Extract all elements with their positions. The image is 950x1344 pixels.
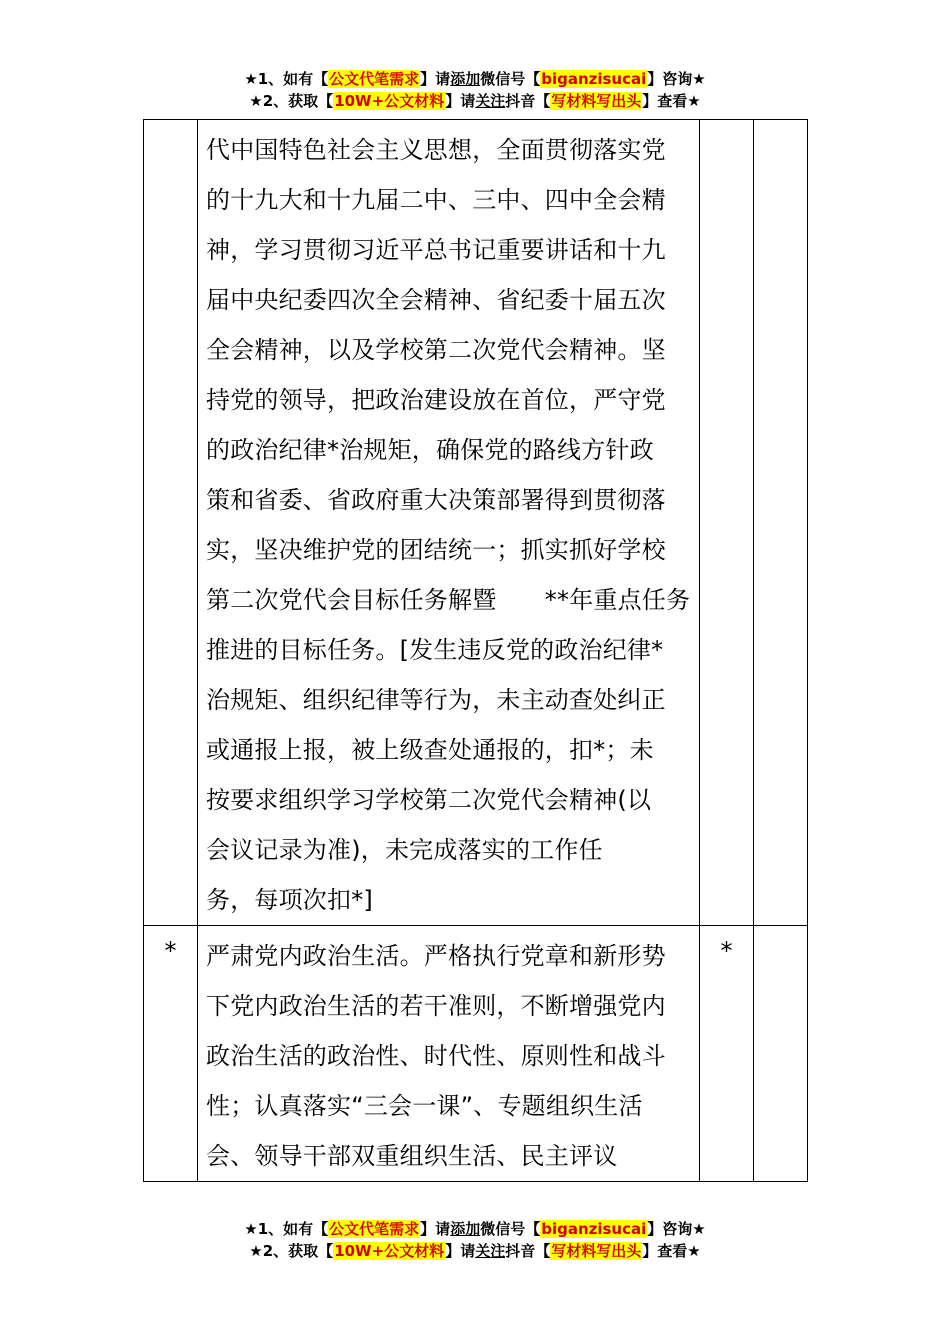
banner-highlight: 公文代笔需求 [329, 70, 420, 88]
text-line: 策和省委、省政府重大决策部署得到贯彻落 [206, 486, 666, 514]
banner-highlight: biganzisucai [541, 70, 647, 88]
text-line: 或通报上报，被上级查处通报的，扣*；未 [206, 736, 654, 764]
banner-highlight: 10W+公文材料 [334, 92, 445, 110]
document-table [143, 119, 808, 1182]
cell-index [144, 120, 198, 926]
table-row [144, 120, 808, 926]
text-line: 会、领导干部双重组织生活、民主评议 [206, 1142, 618, 1170]
banner-line-1: ★1、如有【公文代笔需求】请添加微信号【biganzisucai】咨询★ [244, 1220, 706, 1238]
cell-score [700, 120, 754, 926]
text-line: 实，坚决维护党的团结统一；抓实抓好学校 [206, 536, 666, 564]
text-line: 全会精神，以及学校第二次党代会精神。坚 [206, 336, 666, 364]
text-line: 严肃党内政治生活。严格执行党章和新形势 [206, 942, 666, 970]
text-line: 治规矩、组织纪律等行为，未主动查处纠正 [206, 686, 666, 714]
text-line: 持党的领导，把政治建设放在首位，严守党 [206, 386, 666, 414]
paragraph [198, 120, 699, 925]
text-line: 推进的目标任务。[发生违反党的政治纪律* [206, 636, 664, 664]
header-banner [0, 68, 950, 112]
cell-content [198, 120, 700, 926]
text-line: 神，学习贯彻习近平总书记重要讲话和十九 [206, 236, 666, 264]
cell-remark [754, 926, 808, 1182]
text-line: 政治生活的政治性、时代性、原则性和战斗 [206, 1042, 666, 1070]
text-line: 届中央纪委四次全会精神、省纪委十届五次 [206, 286, 666, 314]
text-line: 的政治纪律*治规矩，确保党的路线方针政 [206, 436, 654, 464]
banner-highlight: 写材料写出头 [551, 1242, 642, 1260]
banner-highlight: 写材料写出头 [551, 92, 642, 110]
banner-line-2: ★2、获取【10W+公文材料】请关注抖音【写材料写出头】查看★ [249, 92, 701, 110]
text-line: 的十九大和十九届二中、三中、四中全会精 [206, 186, 666, 214]
table-row [144, 926, 808, 1182]
text-line: 务，每项次扣*] [206, 886, 373, 914]
text-line: 会议记录为准)，未完成落实的工作任 [206, 836, 603, 864]
text-line: 代中国特色社会主义思想，全面贯彻落实党 [206, 136, 666, 164]
banner-line-2: ★2、获取【10W+公文材料】请关注抖音【写材料写出头】查看★ [249, 1242, 701, 1260]
text-line: 性；认真落实“三会一课”、专题组织生活 [206, 1092, 643, 1120]
text-line: 第二次党代会目标任务解暨 **年重点任务 [206, 586, 691, 614]
text-line: 按要求组织学习学校第二次党代会精神(以 [206, 786, 652, 814]
cell-score: * [700, 926, 754, 1182]
banner-line-1: ★1、如有【公文代笔需求】请添加微信号【biganzisucai】咨询★ [244, 70, 706, 88]
paragraph [198, 926, 699, 1181]
cell-remark [754, 120, 808, 926]
banner-highlight: 公文代笔需求 [329, 1220, 420, 1238]
banner-highlight: 10W+公文材料 [334, 1242, 445, 1260]
banner-highlight: biganzisucai [541, 1220, 647, 1238]
text-line: 下党内政治生活的若干准则，不断增强党内 [206, 992, 666, 1020]
cell-content [198, 926, 700, 1182]
footer-banner [0, 1218, 950, 1262]
cell-index: * [144, 926, 198, 1182]
